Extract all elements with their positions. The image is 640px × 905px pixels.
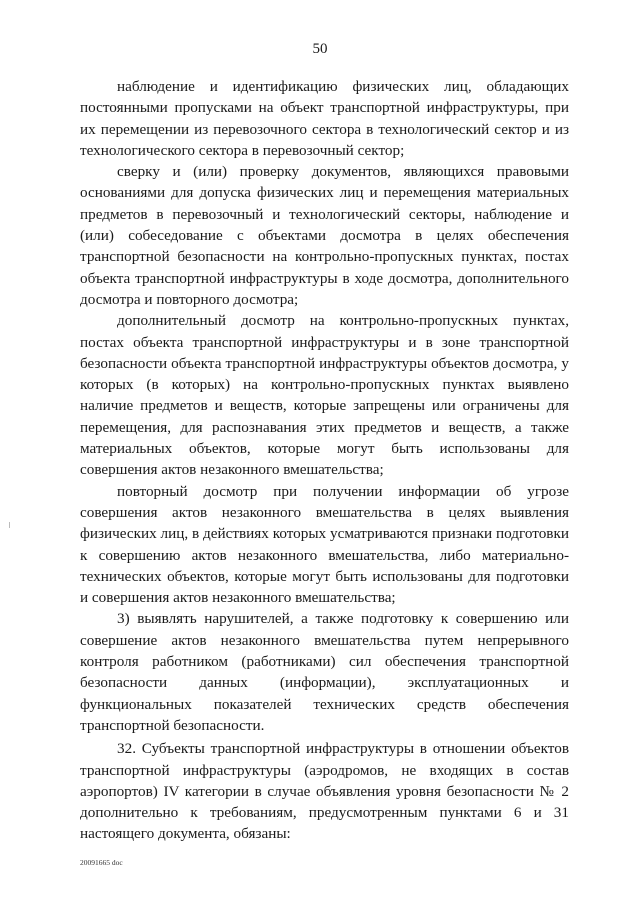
paragraph-document-check: сверку и (или) проверку документов, являющихся правовыми основаниями для допуска физических лиц и перемещения материальных предметов в перевозочный и технологический секторы, наблюдение и (или) собеседование с объектами досмотра в целях обеспечения транспортной безопасности на контрольно-пропускных пунктах, постах объекта транспортной инфраструктуры в ходе досмотра, дополнительного досмотра и повторного досмотра; (80, 163, 569, 308)
paragraph-additional-inspection: дополнительный досмотр на контрольно-пропускных пунктах, постах объекта транспортной инфраструктуры и в зоне транспортной безопасности объекта транспортной инфраструктуры объектов досмотра, у которых (в которых) на контрольно-пропускных пунктах выявлено наличие предметов и веществ, которые запрещены или ограничены для перемещения, для распознавания этих предметов и веществ, а также материальных объектов, которые могут быть использованы для совершения актов незаконного вмешательства; (80, 312, 569, 479)
scan-margin-mark (9, 522, 10, 528)
paragraph-identify-violators: 3) выявлять нарушителей, а также подготовку к совершению или совершение актов незаконного вмешательства путем непрерывного контроля работником (работниками) сил обеспечения транспортной безопасности данных (информации), эксплуатационных и функциональных показателей технических средств обеспечения транспортной безопасности. (80, 610, 569, 734)
paragraph-section-32: 32. Субъекты транспортной инфраструктуры в отношении объектов транспортной инфраструктуры (аэродромов, не входящих в состав аэропортов) IV категории в случае объявления уровня безопасности № 2 дополнительно к требованиям, предусмотренным пунктами 6 и 31 настоящего документа, обязаны: (80, 740, 569, 843)
page-number: 50 (312, 41, 328, 57)
file-footer: 20091665 doc (80, 858, 123, 867)
paragraph-repeat-inspection: повторный досмотр при получении информации об угрозе совершения актов незаконного вмешательства в целях выявления физических лиц, в действиях которых усматриваются признаки подготовки к совершению актов незаконного вмешательства, либо материально-технических объектов, которые могут быть использованы для подготовки и совершения актов незаконного вмешательства; (80, 482, 569, 607)
paragraph-observation: наблюдение и идентификацию физических лиц, обладающих постоянными пропусками на объект транспортной инфраструктуры, при их перемещении из перевозочного сектора в технологический сектор и из технологического сектора в перевозочный сектор; (80, 78, 569, 159)
document-body (80, 76, 569, 845)
